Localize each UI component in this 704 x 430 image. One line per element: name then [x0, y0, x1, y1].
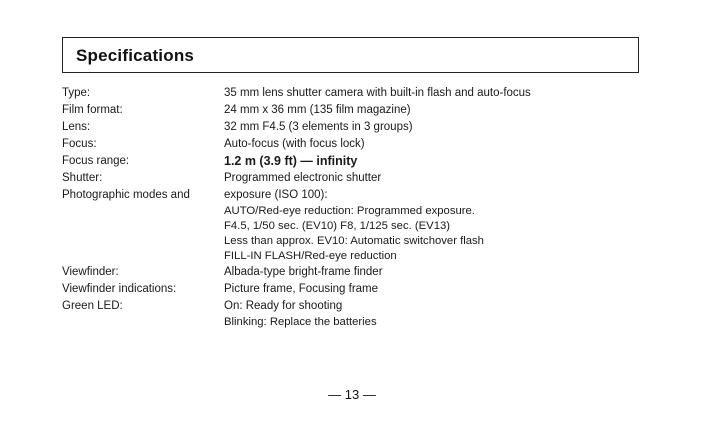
- spec-continuation-line: AUTO/Red-eye reduction: Programmed exposure.: [224, 205, 475, 217]
- spec-row-lens: [62, 119, 642, 136]
- spec-row-viewfinder: [62, 264, 642, 281]
- spec-value: Auto-focus (with focus lock): [224, 138, 365, 150]
- spec-value: Picture frame, Focusing frame: [224, 283, 379, 295]
- spec-label: Shutter:: [62, 172, 103, 184]
- specifications-list: [62, 85, 642, 330]
- spec-continuation-line: Less than approx. EV10: Automatic switchover flash: [224, 235, 484, 247]
- spec-value: exposure (ISO 100):: [224, 189, 328, 201]
- spec-label: Type:: [62, 87, 91, 99]
- spec-label: Viewfinder indications:: [62, 283, 177, 295]
- spec-row-green-led: [62, 298, 642, 315]
- spec-value: Programmed electronic shutter: [224, 172, 382, 184]
- spec-row-focus-range: [62, 153, 642, 170]
- spec-value: On: Ready for shooting: [224, 300, 343, 312]
- spec-label: Focus range:: [62, 155, 130, 167]
- page-number: — 13 —: [328, 387, 376, 402]
- spec-continuation-line: FILL-IN FLASH/Red-eye reduction: [224, 250, 397, 262]
- spec-row-viewfinder-indications: [62, 281, 642, 298]
- spec-row-photographic-modes: [62, 187, 642, 204]
- spec-continuation-line: F4.5, 1/50 sec. (EV10) F8, 1/125 sec. (EV13): [224, 220, 451, 232]
- spec-row-film-format: [62, 102, 642, 119]
- page-title: Specifications: [76, 46, 195, 65]
- spec-row-shutter: [62, 170, 642, 187]
- spec-label: Lens:: [62, 121, 91, 133]
- spec-value: 24 mm x 36 mm (135 film magazine): [224, 104, 411, 116]
- spec-row-focus: [62, 136, 642, 153]
- section-title-box: [62, 37, 639, 73]
- spec-label: Film format:: [62, 104, 123, 116]
- spec-label: Viewfinder:: [62, 266, 119, 278]
- spec-continuation-line: Blinking: Replace the batteries: [224, 316, 377, 328]
- spec-value: 32 mm F4.5 (3 elements in 3 groups): [224, 121, 413, 133]
- spec-label: Photographic modes and: [62, 189, 190, 201]
- spec-label: Focus:: [62, 138, 97, 150]
- spec-value: 1.2 m (3.9 ft) — infinity: [224, 154, 358, 168]
- spec-value: Albada-type bright-frame finder: [224, 266, 383, 278]
- spec-row-type: [62, 85, 642, 102]
- spec-value: 35 mm lens shutter camera with built-in flash and auto-focus: [224, 87, 531, 99]
- spec-label: Green LED:: [62, 300, 123, 312]
